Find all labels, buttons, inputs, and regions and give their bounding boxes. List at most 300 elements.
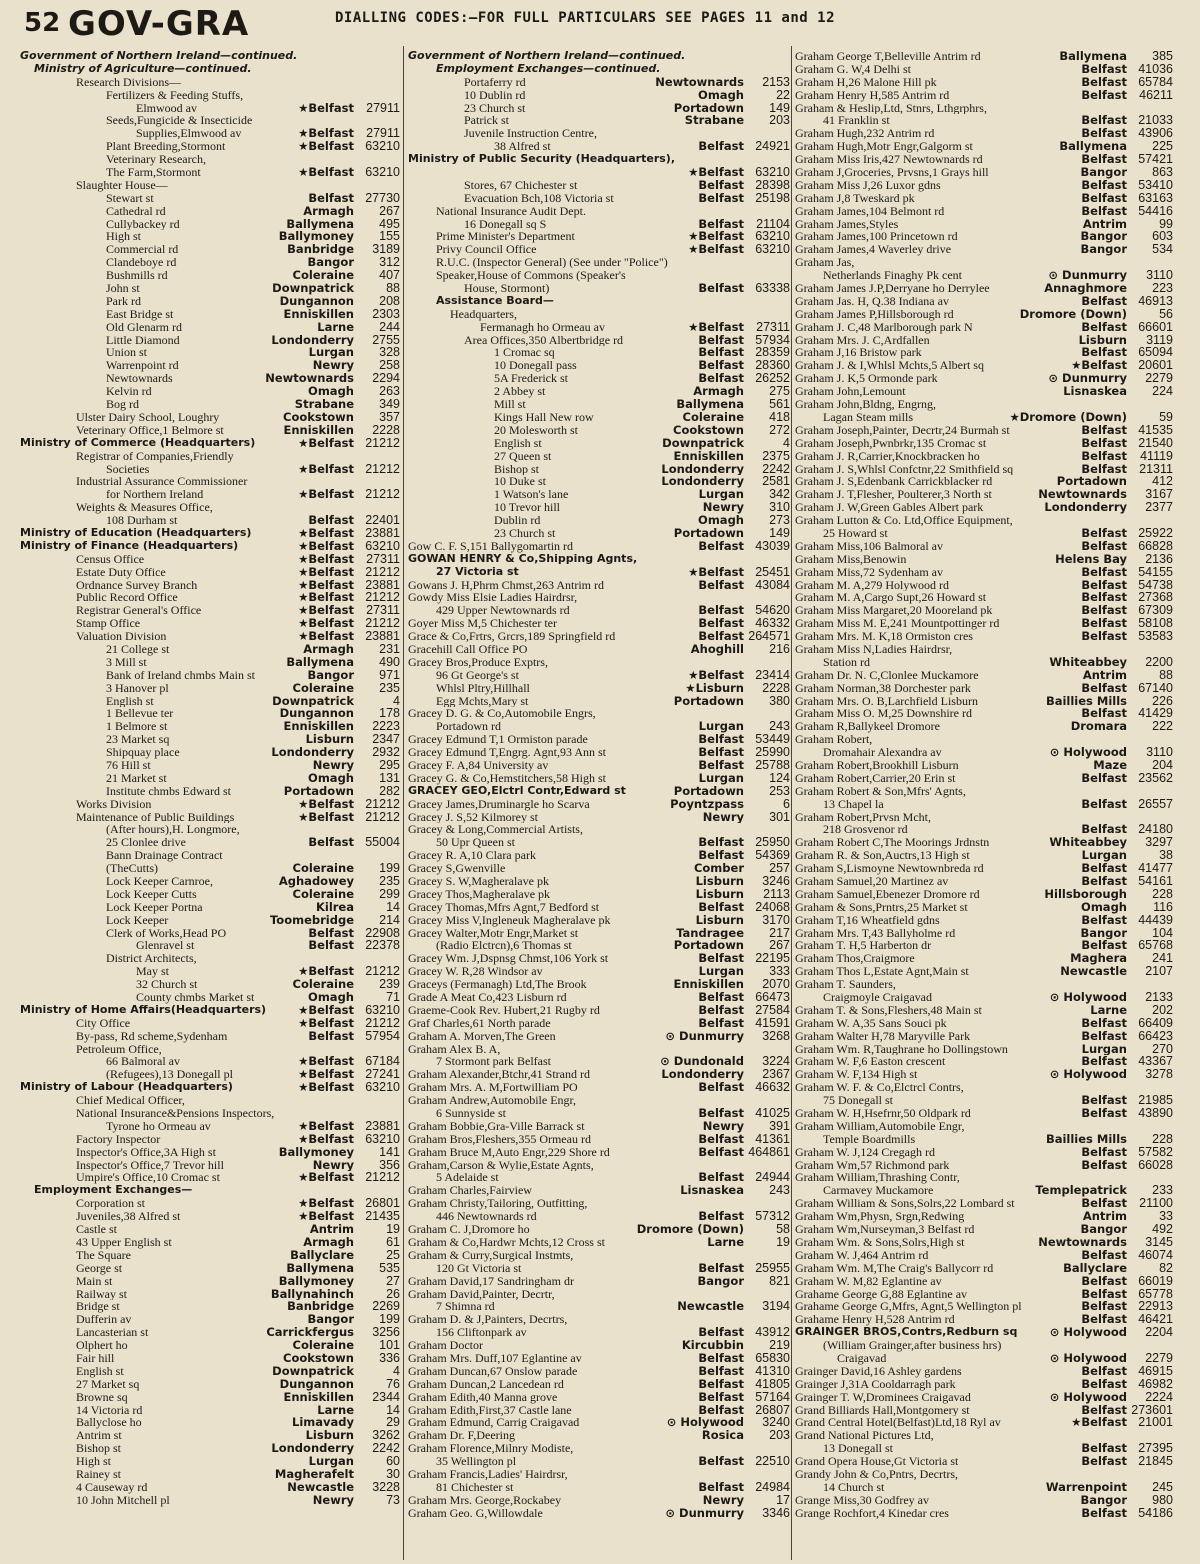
entry-name: Graham & Curry,Surgical Instmts, (408, 1248, 574, 1262)
listing-entry (20, 63, 400, 76)
exchange-name: Belfast (698, 1403, 744, 1417)
listing-entry (20, 1481, 400, 1494)
listing-entry (20, 76, 400, 89)
entry-name: 1 Watson's lane (494, 488, 569, 502)
listing-entry (795, 475, 1173, 488)
exchange-name: Lurgan (308, 346, 354, 360)
listing-entry (20, 1365, 400, 1378)
entry-name: Graham & Co,Hardwr Mchts,12 Cross st (408, 1235, 605, 1249)
listing-entry (795, 1262, 1173, 1275)
phone-number: 63210 (365, 1081, 400, 1095)
listing-entry (408, 308, 790, 321)
entry-name: Juvenile Instruction Centre, (464, 127, 597, 141)
entry-name: 156 Cliftonpark av (436, 1326, 527, 1340)
phone-number: 203 (769, 1429, 790, 1443)
entry-name: Graham Wm,57 Richmond park (795, 1158, 950, 1172)
entry-name: Graham Bobbie,Gra-Ville Barrack st (408, 1119, 585, 1133)
entry-name: 96 Gt George's st (436, 668, 519, 682)
listing-entry (408, 488, 790, 501)
exchange-name: Belfast (698, 346, 744, 360)
listing-entry (408, 888, 790, 901)
phone-number: 27311 (756, 320, 790, 334)
exchange-name: Bangor (1080, 166, 1127, 179)
entry-name: Graham Florence,Milnry Modiste, (408, 1442, 574, 1456)
entry-name: Park rd (106, 294, 141, 308)
listing-entry (408, 1468, 790, 1481)
phone-number: 131 (379, 771, 400, 785)
listing-entry (795, 76, 1173, 89)
exchange-name: Belfast (698, 630, 744, 643)
entry-name: 429 Upper Newtownards rd (436, 604, 570, 618)
phone-number: 124 (769, 771, 790, 785)
listing-entry (795, 205, 1173, 218)
entry-name: Graham Edmund, Carrig Craigavad (408, 1416, 580, 1430)
entry-name: GRAINGER BROS,Contrs,Redburn sq (795, 1326, 1018, 1339)
exchange-name: Enniskillen (283, 720, 354, 734)
entry-name: Graham S,Lismoyne Newtownbreda rd (795, 862, 984, 875)
entry-name: Antrim st (76, 1429, 122, 1443)
phone-number: 2344 (372, 1390, 400, 1404)
phone-number: 14 (386, 900, 400, 914)
listing-entry (795, 102, 1173, 115)
listing-entry (408, 1365, 790, 1378)
entry-name: 13 Chapel la (823, 797, 884, 811)
entry-name: Bann Drainage Contract (106, 849, 223, 863)
phone-number: 26557 (1138, 797, 1173, 811)
listing-entry (795, 295, 1173, 308)
entry-name: Graham W. J,124 Cregagh rd (795, 1145, 935, 1159)
exchange-name: Banbridge (287, 1300, 354, 1314)
phone-number: 101 (379, 1339, 400, 1352)
listing-entry (795, 849, 1173, 862)
entry-name: English st (106, 694, 154, 708)
phone-number: 58 (776, 1223, 790, 1236)
listing-entry (20, 1223, 400, 1236)
exchange-name: Newry (702, 1119, 744, 1133)
listing-entry (795, 527, 1173, 540)
entry-name: Graham Dr. F,Deering (408, 1429, 516, 1443)
entry-name: Umpire's Office,10 Cromac st (76, 1171, 220, 1185)
exchange-name: Newry (702, 1493, 744, 1507)
entry-name: 1 Bellevue ter (106, 707, 174, 721)
entry-name: Graham Hugh,232 Antrim rd (795, 127, 935, 141)
entry-name: Newtownards (106, 372, 173, 386)
entry-name: Fertilizers & Feeding Stuffs, (106, 88, 244, 102)
exchange-name: Belfast (698, 359, 744, 373)
listing-entry (20, 50, 400, 63)
listing-entry (20, 488, 400, 501)
listing-entry (795, 166, 1173, 179)
listing-entry (408, 1159, 790, 1172)
phone-number: 26801 (365, 1197, 400, 1211)
listing-entry (20, 1494, 400, 1507)
phone-number: 30 (386, 1467, 400, 1481)
exchange-name: Aghadowey (278, 875, 354, 888)
listing-entry (20, 256, 400, 269)
listing-entry (408, 398, 790, 411)
entry-name: Graham Samuel,Ebenezer Dromore rd (795, 887, 980, 901)
exchange-name: Belfast (1081, 320, 1127, 334)
listing-entry (20, 1184, 400, 1197)
phone-number: 57164 (755, 1390, 790, 1404)
entry-name: Graham Henry H,585 Antrim rd (795, 88, 950, 102)
entry-name: 38 Alfred st (494, 140, 551, 154)
exchange-name: Belfast (1081, 578, 1127, 592)
listing-entry (795, 1133, 1173, 1146)
exchange-name: ★Belfast (298, 797, 354, 811)
exchange-name: ★Belfast (298, 630, 354, 643)
entry-name: Graham James P,Hillsborough rd (795, 307, 954, 321)
phone-number: 2224 (1145, 1390, 1173, 1404)
entry-name: Bank of Ireland chmbs Main st (106, 668, 255, 682)
entry-name: Stewart st (106, 191, 154, 205)
exchange-name: Belfast (698, 1377, 744, 1391)
exchange-name: Belfast (1081, 153, 1127, 167)
phone-number: 66601 (1138, 320, 1173, 334)
phone-number: 4 (783, 436, 790, 450)
exchange-name: Belfast (1081, 88, 1127, 102)
entry-name: High st (106, 230, 142, 244)
exchange-name: Newry (312, 1493, 354, 1507)
listing-entry (20, 1455, 400, 1468)
listing-entry (408, 1313, 790, 1326)
listing-entry (20, 1378, 400, 1391)
phone-number: 21845 (1138, 1455, 1173, 1468)
listing-entry (408, 553, 790, 566)
listing-entry (20, 617, 400, 630)
listing-entry (20, 888, 400, 901)
listing-entry (795, 553, 1173, 566)
phone-number: 3240 (762, 1416, 790, 1430)
phone-number: 3224 (762, 1055, 790, 1069)
listing-entry (20, 463, 400, 476)
entry-name: Graham Doctor (408, 1339, 483, 1352)
listing-entry (20, 527, 400, 540)
entry-name: Dromahair Alexandra av (823, 746, 942, 759)
phone-number: 29 (386, 1416, 400, 1430)
phone-number: 21212 (365, 1171, 400, 1185)
listing-entry (795, 991, 1173, 1004)
listing-entry (20, 811, 400, 824)
listing-entry (408, 1481, 790, 1494)
exchange-name: Whiteabbey (1049, 655, 1127, 669)
entry-name: Fermanagh ho Ormeau av (480, 320, 605, 334)
entry-name: Graceys (Fermanagh) Ltd,The Brook (408, 978, 587, 992)
exchange-name: Belfast (1081, 1377, 1127, 1391)
listing-entry (408, 1197, 790, 1210)
exchange-name: ⊙ Holywood (1049, 1068, 1127, 1082)
listing-entry (795, 927, 1173, 940)
phone-number: 328 (379, 346, 400, 360)
listing-entry (795, 50, 1173, 63)
entry-name: Graham Joseph,Painter, Decrtr,24 Burmah st (795, 423, 1010, 437)
listing-entry (795, 114, 1173, 127)
exchange-name: Bangor (1080, 926, 1127, 940)
phone-number: 391 (769, 1119, 790, 1133)
entry-name: 23 Church st (464, 101, 526, 115)
exchange-name: Belfast (1081, 1274, 1127, 1288)
exchange-name: Belfast (1081, 1016, 1127, 1030)
entry-name: 14 Victoria rd (76, 1403, 143, 1417)
exchange-name: Belfast (308, 514, 354, 527)
entry-name: Graham William & Sons,Solrs,22 Lombard st (795, 1197, 1015, 1211)
listing-entry (20, 733, 400, 746)
listing-entry (408, 1507, 790, 1520)
entry-name: (TheCutts) (106, 862, 158, 875)
exchange-name: Dromore (Down) (1019, 307, 1127, 321)
phone-number: 23562 (1138, 771, 1173, 785)
entry-name: Graham Samuel,20 Martinez av (795, 875, 949, 888)
phone-number: 199 (379, 1313, 400, 1327)
listing-entry (20, 1249, 400, 1262)
entry-name: High st (76, 1455, 112, 1468)
entry-name: Ministry of Agriculture—continued. (34, 62, 252, 75)
listing-entry (408, 707, 790, 720)
exchange-name: ★Belfast (298, 1081, 354, 1095)
entry-name: Graham J,16 Bristow park (795, 346, 922, 360)
entry-name: The Square (76, 1248, 131, 1262)
listing-entry (20, 514, 400, 527)
listing-entry (795, 437, 1173, 450)
phone-number: 57582 (1138, 1145, 1173, 1159)
exchange-name: Omagh (698, 88, 744, 102)
entry-name: Graham James J.P,Derryane ho Derrylee (795, 282, 990, 295)
listing-entry (20, 437, 400, 450)
entry-name: Graham Jas. H, Q.38 Indiana av (795, 294, 949, 308)
entry-name: Employment Exchanges— (34, 1184, 193, 1197)
entry-name: 27 Market sq (76, 1377, 140, 1391)
phone-number: 821 (769, 1274, 790, 1288)
phone-number: 2204 (1145, 1326, 1173, 1340)
phone-number: 99 (1159, 217, 1173, 231)
phone-number: 41477 (1138, 862, 1173, 875)
phone-number: 65778 (1138, 1287, 1173, 1301)
phone-number: 199 (379, 862, 400, 875)
exchange-name: Portadown (673, 526, 744, 540)
listing-entry (20, 321, 400, 334)
entry-name: 10 Trevor hill (494, 501, 561, 515)
phone-number: 67140 (1138, 681, 1173, 695)
listing-entry (20, 1352, 400, 1365)
listing-entry (20, 1043, 400, 1056)
phone-number: 2294 (372, 372, 400, 386)
entry-name: Graham M. A,Cargo Supt,26 Howard st (795, 591, 987, 605)
entry-name: Railway st (76, 1287, 127, 1301)
exchange-name: Whiteabbey (1049, 836, 1127, 850)
phone-number: 43890 (1138, 1107, 1173, 1120)
entry-name: Grainger T. W,Drominees Craigavad (795, 1390, 971, 1404)
listing-entry (20, 1288, 400, 1301)
phone-number: 66828 (1138, 539, 1173, 553)
exchange-name: Downpatrick (662, 436, 744, 450)
listing-entry (795, 282, 1173, 295)
listing-entry (408, 102, 790, 115)
exchange-name: ★Belfast (298, 539, 354, 553)
entry-name: Graham W. M,82 Eglantine av (795, 1274, 942, 1288)
listing-entry (795, 952, 1173, 965)
exchange-name: Belfast (1081, 1403, 1127, 1417)
phone-number: 55004 (365, 836, 400, 850)
exchange-name: Lurgan (698, 965, 744, 979)
entry-name: Graham Miss M. E,241 Mountpottinger rd (795, 617, 1000, 631)
phone-number: 41119 (1140, 449, 1173, 463)
entry-name: Chief Medical Officer, (76, 1094, 185, 1108)
listing-entry (20, 759, 400, 772)
phone-number: 65094 (1138, 346, 1173, 360)
entry-name: Inspector's Office,7 Trevor hill (76, 1158, 224, 1172)
entry-name: 7 Stormont park Belfast (436, 1055, 551, 1069)
listing-entry (20, 1262, 400, 1275)
phone-number: 204 (1152, 758, 1173, 772)
exchange-name: Hillsborough (1044, 887, 1127, 901)
exchange-name: Belfast (1081, 526, 1127, 540)
phone-number: 270 (1152, 1042, 1173, 1056)
exchange-name: Belfast (1081, 423, 1127, 437)
entry-name: 23 Market sq (106, 733, 170, 747)
entry-name: Graham J. S,Whlsl Confctnr,22 Smithfield sq (795, 462, 1014, 476)
entry-name: GOWAN HENRY & Co,Shipping Agnts, (408, 552, 638, 565)
phone-number: 33 (1159, 1210, 1173, 1224)
exchange-name: Helens Bay (1055, 552, 1127, 566)
exchange-name: Omagh (308, 991, 354, 1004)
entry-name: Graham Alexander,Btchr,41 Strand rd (408, 1068, 590, 1082)
entry-name: Ministry of Education (Headquarters) (20, 526, 252, 539)
exchange-name: ★Belfast (688, 320, 744, 334)
exchange-name: ★Belfast (688, 243, 744, 257)
phone-number: 21212 (365, 810, 400, 824)
listing-entry (795, 901, 1173, 914)
exchange-name: Enniskillen (283, 1390, 354, 1404)
listing-entry (20, 849, 400, 862)
listing-entry (408, 630, 790, 643)
entry-name: Graham & Sons,Prntrs,25 Market st (795, 900, 968, 914)
exchange-name: ⊙ Dunmurry (1048, 269, 1127, 283)
phone-number: 46211 (1139, 88, 1173, 102)
entry-name: Goyer Miss M,5 Chichester ter (408, 617, 557, 631)
phone-number: 202 (1152, 1003, 1173, 1017)
phone-number: 57954 (365, 1029, 400, 1043)
listing-entry (408, 114, 790, 127)
exchange-name: ⊙ Dunmurry (665, 1029, 744, 1043)
entry-name: Gracey R. A,10 Clara park (408, 849, 536, 863)
exchange-name: Ballymoney (278, 230, 354, 244)
phone-number: 66019 (1138, 1274, 1173, 1288)
entry-name: English st (494, 436, 542, 450)
listing-entry (20, 218, 400, 231)
phone-number: 3110 (1146, 269, 1173, 283)
listing-entry (795, 823, 1173, 836)
listing-entry (795, 1210, 1173, 1223)
exchange-name: Toomebridge (269, 913, 354, 927)
listing-entry (408, 798, 790, 811)
exchange-name: Ballymena (286, 217, 354, 231)
exchange-name: Lurgan (698, 771, 744, 785)
listing-entry (408, 1107, 790, 1120)
listing-entry (20, 282, 400, 295)
listing-entry (408, 772, 790, 785)
phone-number: 273 (769, 514, 790, 527)
exchange-name: Ballymoney (278, 1274, 354, 1288)
exchange-name: Bangor (1080, 1223, 1127, 1236)
phone-number: 63210 (365, 166, 400, 179)
exchange-name: Belfast (1081, 114, 1127, 128)
exchange-name: Belfast (308, 836, 354, 850)
listing-entry (20, 295, 400, 308)
entry-name: Graham J,8 Tweskard pk (795, 191, 915, 205)
entry-name: Grainger J,31A Cooldarragh park (795, 1377, 956, 1391)
listing-entry (20, 785, 400, 798)
exchange-name: Armagh (303, 204, 354, 218)
phone-number: 20601 (1138, 359, 1173, 373)
entry-name: 32 Church st (136, 978, 198, 992)
exchange-name: Banbridge (287, 243, 354, 257)
phone-number: 21212 (365, 591, 400, 605)
entry-name: Castle st (76, 1223, 117, 1236)
phone-number: 222 (1152, 720, 1173, 734)
listing-entry (20, 398, 400, 411)
phone-number: 2242 (372, 1442, 400, 1456)
listing-entry (20, 553, 400, 566)
entry-name: Graham Walter H,78 Maryville Park (795, 1029, 971, 1043)
exchange-name: Belfast (308, 191, 354, 205)
exchange-name: Belfast (1081, 539, 1127, 553)
phone-number: 43084 (755, 578, 790, 592)
listing-entry (408, 1262, 790, 1275)
exchange-name: Newtownards (265, 372, 354, 386)
listing-entry (795, 230, 1173, 243)
phone-number: 21311 (1139, 462, 1173, 476)
entry-name: Lancasterian st (76, 1326, 149, 1340)
exchange-name: Maze (1093, 758, 1127, 772)
listing-entry (20, 1146, 400, 1159)
entry-name: Graham A. Morven,The Green (408, 1029, 556, 1043)
entry-name: Graham John,Bldng, Engrng, (795, 398, 936, 411)
listing-entry (20, 798, 400, 811)
exchange-name: ★Belfast (298, 1016, 354, 1030)
entry-name: Graham Thos L,Estate Agnt,Main st (795, 965, 969, 979)
listing-entry (795, 1249, 1173, 1262)
listing-entry (795, 1391, 1173, 1404)
listing-entry (408, 1391, 790, 1404)
phone-number: 2113 (763, 887, 790, 901)
phone-number: 27584 (755, 1003, 790, 1017)
exchange-name: Lurgan (1081, 849, 1127, 863)
entry-name: Graham Christy,Tailoring, Outfitting, (408, 1197, 588, 1211)
exchange-name: Portadown (283, 784, 354, 798)
listing-entry (408, 63, 790, 76)
entry-name: Grand Billiards Hall,Montgomery st (795, 1403, 970, 1417)
entry-name: East Bridge st (106, 307, 174, 321)
phone-number: 257 (769, 862, 790, 875)
phone-number: 65768 (1138, 939, 1173, 953)
exchange-name: ★Belfast (298, 101, 354, 115)
entry-name: Graham Mrs. Duff,107 Eglantine av (408, 1351, 582, 1365)
entry-name: 66 Balmoral av (106, 1055, 180, 1069)
phone-number: 2375 (762, 449, 790, 463)
phone-number: 2581 (762, 475, 790, 489)
exchange-name: Belfast (1081, 681, 1127, 695)
phone-number: 38 (1159, 849, 1173, 863)
phone-number: 233 (1152, 1184, 1173, 1198)
phone-number: 141 (379, 1145, 400, 1159)
entry-name: Graham Norman,38 Dorchester park (795, 681, 971, 695)
phone-number: 228 (1152, 1132, 1173, 1146)
entry-name: Corporation st (76, 1197, 145, 1211)
listing-entry (408, 682, 790, 695)
exchange-name: Cookstown (283, 410, 354, 424)
entry-name: Graham Robert,Prvsn Mcht, (795, 810, 931, 824)
entry-name: Graham Charles,Fairview (408, 1184, 532, 1198)
